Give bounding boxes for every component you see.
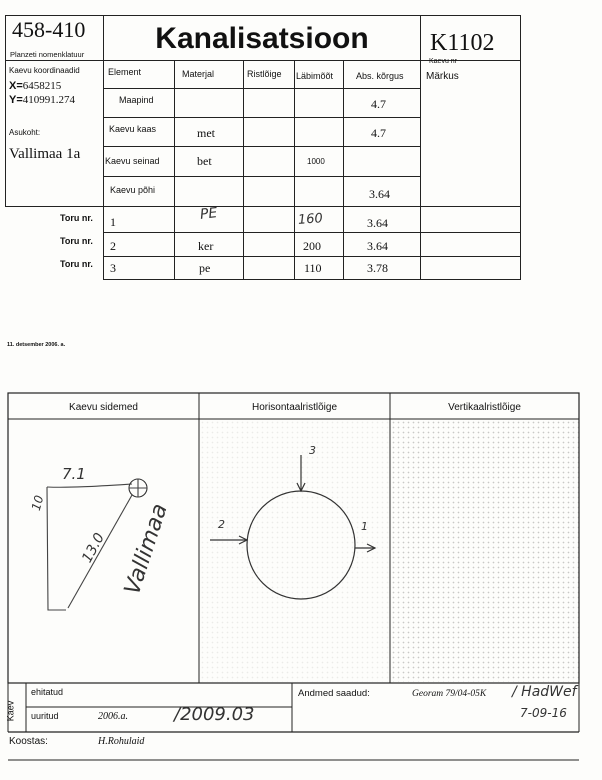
- header-height: Abs. kõrgus: [356, 71, 404, 81]
- well-id-label: Kaevu nr: [429, 58, 458, 65]
- header-section: Ristlõige: [247, 69, 282, 79]
- pipe2-label: 2: [218, 518, 225, 531]
- surveyed-handwritten: /2009.03: [174, 704, 255, 725]
- pipe-nr: 3: [110, 261, 116, 275]
- source-handwritten: / HadWef: [512, 684, 577, 700]
- pipe3-label: 3: [309, 444, 316, 457]
- street-name: Vallimaa: [120, 500, 173, 598]
- row-element: Kaevu põhi: [110, 185, 156, 195]
- header-diameter: Läbimõõt: [296, 71, 334, 81]
- side-label: Kaev: [5, 700, 16, 722]
- dim-diagonal: 13.0: [79, 530, 108, 566]
- y-label: Y=: [9, 94, 23, 106]
- pipe-label: Toru nr.: [60, 236, 93, 246]
- author-label: Koostas:: [9, 736, 48, 747]
- pipe-label: Toru nr.: [60, 213, 93, 223]
- pipe-material: pe: [199, 261, 211, 275]
- coord-label: Kaevu koordinaadid: [9, 66, 80, 75]
- surveyed-value: 2006.a.: [98, 711, 128, 722]
- dim-top: 7.1: [62, 465, 86, 483]
- sheet-label: Planzeti nomenklatuur: [10, 50, 85, 59]
- remarks-label: Märkus: [426, 71, 459, 82]
- location-label: Asukoht:: [9, 128, 41, 137]
- header-element: Element: [108, 67, 142, 77]
- y-value: 410991.274: [22, 94, 76, 106]
- panel1-title: Kaevu sidemed: [69, 402, 138, 413]
- pipe-label: Toru nr.: [60, 259, 93, 269]
- dim-left: 10: [28, 493, 47, 513]
- horizontal-section-sketch: [210, 455, 375, 599]
- built-label: ehitatud: [31, 687, 64, 697]
- row-height: 3.64: [369, 187, 390, 201]
- pipe-diameter: 200: [303, 239, 321, 253]
- row-element: Kaevu seinad: [105, 156, 160, 166]
- pipe-material: ker: [198, 239, 214, 253]
- panel3-title: Vertikaalristlõige: [448, 402, 521, 413]
- source-value: Georam 79/04-05K: [412, 689, 487, 699]
- surveyed-label: uuritud: [31, 711, 59, 721]
- source-handwritten-date: 7-09-16: [520, 706, 567, 720]
- pipe-height: 3.64: [367, 216, 388, 230]
- pipe-nr: 2: [110, 239, 116, 253]
- pipe-height: 3.64: [367, 239, 388, 253]
- location-value: Vallimaa 1a: [9, 146, 81, 162]
- row-height: 4.7: [371, 97, 386, 111]
- date-note: 11. detsember 2006. a.: [7, 342, 66, 348]
- row-material: met: [197, 126, 215, 140]
- source-label: Andmed saadud:: [298, 688, 370, 699]
- row-material: bet: [197, 154, 212, 168]
- pipe-nr: 1: [110, 215, 116, 229]
- x-value: 6458215: [22, 80, 62, 92]
- pipe-diameter: 110: [304, 261, 322, 275]
- sheet-code: 458-410: [12, 17, 86, 42]
- pipe1-label: 1: [361, 520, 368, 533]
- row-element: Kaevu kaas: [109, 124, 157, 134]
- header-material: Materjal: [182, 69, 215, 79]
- well-id: K1102: [430, 30, 495, 56]
- panel2-title: Horisontaalristlõige: [251, 402, 338, 413]
- x-label: X=: [9, 80, 23, 92]
- row-diameter: 1000: [307, 157, 325, 166]
- pipe-material-handwritten: PE: [199, 205, 219, 223]
- pipe-diameter-handwritten: 160: [297, 211, 324, 228]
- row-element: Maapind: [119, 95, 154, 105]
- author-value: H.Rohulaid: [98, 736, 145, 747]
- pipe-height: 3.78: [367, 261, 388, 275]
- row-height: 4.7: [371, 126, 386, 140]
- page-title: Kanalisatsioon: [155, 22, 369, 55]
